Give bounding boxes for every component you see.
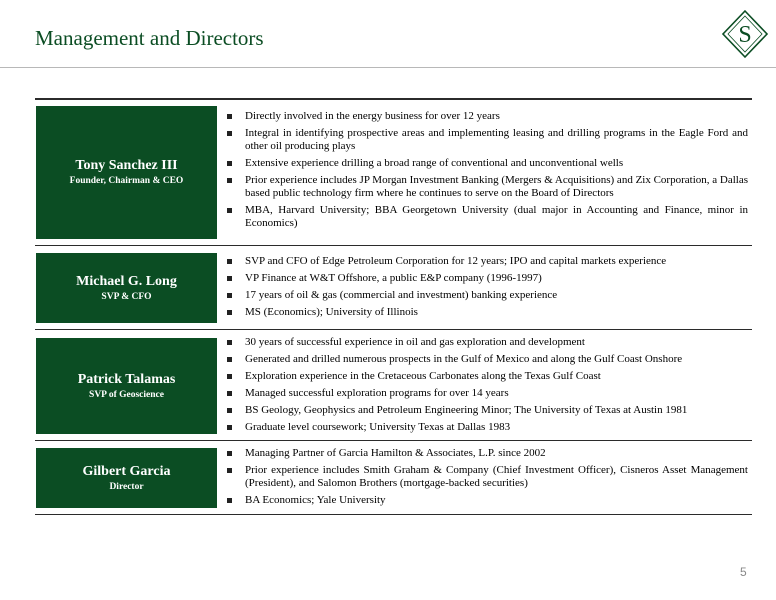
- bio-bullet: BA Economics; Yale University: [224, 494, 748, 507]
- bio-bullet: Prior experience includes Smith Graham & Company (Chief Investment Officer), Cisneros Asset Management (President), and Salomon Brothers (mortgage-backed securities): [224, 464, 748, 490]
- person-name: Patrick Talamas: [77, 371, 176, 387]
- person-name: Tony Sanchez III: [75, 158, 178, 173]
- person-card-garcia: [36, 448, 217, 508]
- company-logo: [720, 8, 770, 60]
- section-divider: [35, 514, 752, 515]
- bio-bullet: Managing Partner of Garcia Hamilton & Associates, L.P. since 2002: [224, 447, 748, 460]
- logo-letter: S: [738, 22, 752, 48]
- bio-bullet: MBA, Harvard University; BBA Georgetown University (dual major in Accounting and Finance, minor in Economics): [224, 204, 748, 230]
- person-role: SVP & CFO: [101, 291, 152, 302]
- person-name: Michael G. Long: [76, 273, 177, 289]
- person-card-talamas: [36, 338, 217, 434]
- header-divider: [0, 67, 776, 68]
- person-card-sanchez: [36, 106, 217, 239]
- bio-bullet: Extensive experience drilling a broad range of conventional and unconventional wells: [224, 157, 748, 170]
- bio-bullet: Exploration experience in the Cretaceous Carbonates along the Texas Gulf Coast: [224, 370, 748, 383]
- section-divider: [35, 245, 752, 246]
- person-role: Founder, Chairman & CEO: [69, 176, 184, 186]
- bio-bullet: VP Finance at W&T Offshore, a public E&P company (1996-1997): [224, 272, 748, 285]
- bio-list-talamas: [224, 336, 748, 438]
- bio-bullet: Graduate level coursework; University Texas at Dallas 1983: [224, 421, 748, 434]
- section-divider: [35, 98, 752, 100]
- person-role: Director: [109, 481, 144, 492]
- bio-bullet: 30 years of successful experience in oil and gas exploration and development: [224, 336, 748, 349]
- bio-list-sanchez: [224, 110, 748, 234]
- bio-bullet: BS Geology, Geophysics and Petroleum Engineering Minor; The University of Texas at Austin 1981: [224, 404, 748, 417]
- bio-bullet: Generated and drilled numerous prospects in the Gulf of Mexico and along the Gulf Coast Onshore: [224, 353, 748, 366]
- bio-list-garcia: [224, 447, 748, 511]
- person-name: Gilbert Garcia: [82, 463, 171, 479]
- section-divider: [35, 440, 752, 441]
- bio-list-long: [224, 255, 748, 323]
- bio-bullet: Prior experience includes JP Morgan Investment Banking (Mergers & Acquisitions) and Zix Corporation, a Dallas based public technology firm where he continues to serve on the Board of Directors: [224, 174, 748, 200]
- bio-bullet: 17 years of oil & gas (commercial and investment) banking experience: [224, 289, 748, 302]
- page-number: 5: [740, 565, 747, 579]
- bio-bullet: SVP and CFO of Edge Petroleum Corporation for 12 years; IPO and capital markets experience: [224, 255, 748, 268]
- bio-bullet: Managed successful exploration programs for over 14 years: [224, 387, 748, 400]
- page-title: Management and Directors: [35, 26, 264, 50]
- person-role: SVP of Geoscience: [89, 389, 164, 400]
- section-divider: [35, 329, 752, 330]
- person-card-long: [36, 253, 217, 323]
- bio-bullet: Directly involved in the energy business for over 12 years: [224, 110, 748, 123]
- bio-bullet: Integral in identifying prospective areas and implementing leasing and drilling programs in the Eagle Ford and other oil producing plays: [224, 127, 748, 153]
- bio-bullet: MS (Economics); University of Illinois: [224, 306, 748, 319]
